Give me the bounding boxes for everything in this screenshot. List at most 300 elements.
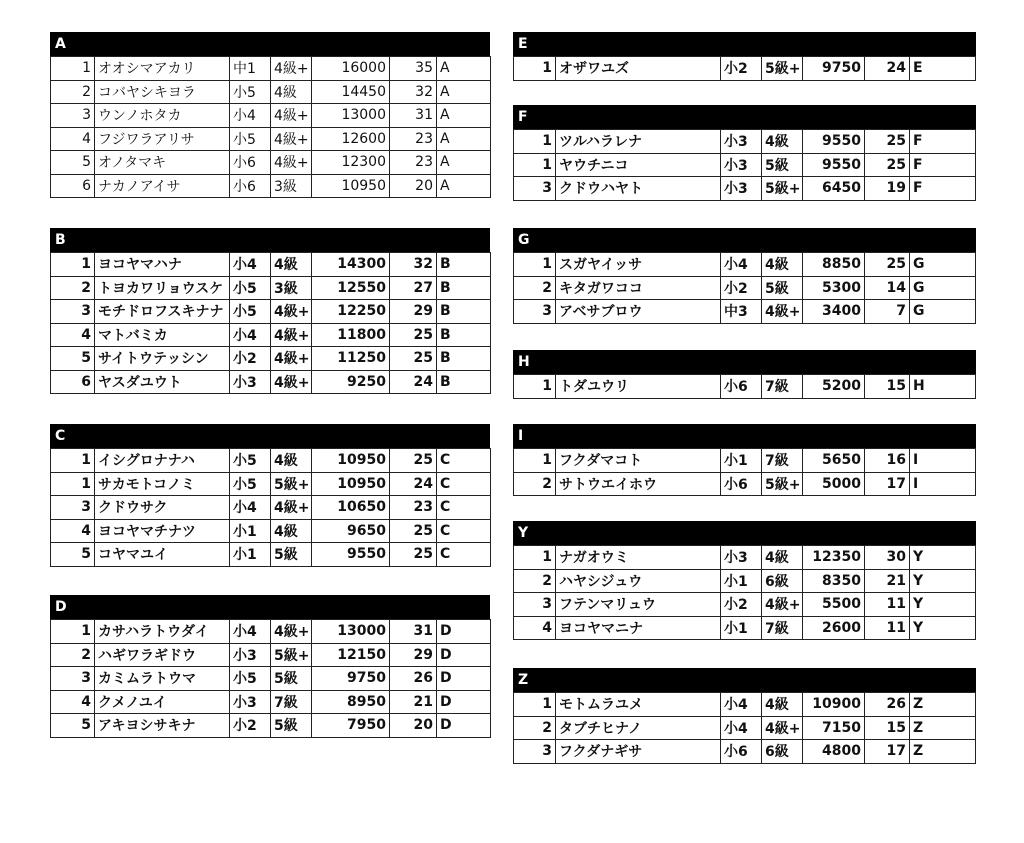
grade-cell: 小4 bbox=[721, 693, 762, 717]
table-row bbox=[514, 740, 976, 764]
group-code-cell: H bbox=[910, 375, 976, 399]
grade-cell: 小3 bbox=[721, 546, 762, 570]
group-code-cell: D bbox=[437, 690, 491, 714]
group-header: E bbox=[513, 32, 976, 56]
name-cell: フジワラアリサ bbox=[95, 127, 230, 151]
rank-cell: 3 bbox=[514, 177, 556, 201]
group-code-cell: G bbox=[910, 300, 976, 324]
score-cell: 10900 bbox=[803, 693, 865, 717]
grade-cell: 小3 bbox=[230, 370, 271, 394]
name-cell: コヤマユイ bbox=[95, 543, 230, 567]
table-row bbox=[51, 714, 491, 738]
name-cell: ナカノアイサ bbox=[95, 174, 230, 198]
table-row bbox=[514, 300, 976, 324]
score-cell: 5650 bbox=[803, 449, 865, 473]
name-cell: ヤウチニコ bbox=[556, 153, 721, 177]
rank-cell: 1 bbox=[514, 546, 556, 570]
grade-cell: 小3 bbox=[230, 643, 271, 667]
group-code-cell: F bbox=[910, 153, 976, 177]
points-cell: 25 bbox=[865, 130, 910, 154]
table-row bbox=[51, 496, 491, 520]
grade-cell: 小5 bbox=[230, 127, 271, 151]
group-code-cell: B bbox=[437, 370, 491, 394]
group-code-cell: A bbox=[437, 127, 491, 151]
grade-cell: 中3 bbox=[721, 300, 762, 324]
grade-cell: 小1 bbox=[721, 449, 762, 473]
group-table bbox=[513, 692, 976, 764]
group-code-cell: I bbox=[910, 472, 976, 496]
level-cell: 5級 bbox=[271, 543, 312, 567]
points-cell: 21 bbox=[390, 690, 437, 714]
rank-cell: 1 bbox=[514, 375, 556, 399]
group-header: I bbox=[513, 424, 976, 448]
name-cell: ハギワラギドウ bbox=[95, 643, 230, 667]
grade-cell: 小5 bbox=[230, 449, 271, 473]
level-cell: 4級 bbox=[271, 253, 312, 277]
group-code-cell: A bbox=[437, 80, 491, 104]
group-code-cell: A bbox=[437, 104, 491, 128]
rank-cell: 2 bbox=[51, 80, 95, 104]
table-row bbox=[51, 127, 491, 151]
grade-cell: 小1 bbox=[230, 519, 271, 543]
rank-cell: 1 bbox=[51, 472, 95, 496]
table-row bbox=[514, 253, 976, 277]
group-code-cell: Y bbox=[910, 569, 976, 593]
group-code-cell: Z bbox=[910, 716, 976, 740]
table-row bbox=[51, 151, 491, 175]
level-cell: 5級+ bbox=[762, 472, 803, 496]
grade-cell: 小3 bbox=[721, 153, 762, 177]
table-row bbox=[514, 716, 976, 740]
group-a bbox=[50, 32, 490, 198]
level-cell: 5級 bbox=[762, 153, 803, 177]
grade-cell: 小4 bbox=[230, 620, 271, 644]
group-code-cell: G bbox=[910, 276, 976, 300]
points-cell: 27 bbox=[390, 276, 437, 300]
group-header: Z bbox=[513, 668, 976, 692]
rank-cell: 3 bbox=[51, 300, 95, 324]
grade-cell: 小3 bbox=[721, 177, 762, 201]
name-cell: ヤスダユウト bbox=[95, 370, 230, 394]
name-cell: トヨカワリョウスケ bbox=[95, 276, 230, 300]
level-cell: 4級 bbox=[271, 449, 312, 473]
group-table bbox=[50, 56, 491, 198]
table-row bbox=[514, 472, 976, 496]
name-cell: トダユウリ bbox=[556, 375, 721, 399]
name-cell: クドウサク bbox=[95, 496, 230, 520]
group-code-cell: B bbox=[437, 347, 491, 371]
score-cell: 11800 bbox=[312, 323, 390, 347]
points-cell: 30 bbox=[865, 546, 910, 570]
group-g bbox=[513, 228, 976, 324]
level-cell: 4級+ bbox=[271, 127, 312, 151]
group-header: D bbox=[50, 595, 490, 619]
score-cell: 5000 bbox=[803, 472, 865, 496]
score-cell: 9250 bbox=[312, 370, 390, 394]
group-code-cell: C bbox=[437, 519, 491, 543]
points-cell: 25 bbox=[390, 543, 437, 567]
group-code-cell: D bbox=[437, 620, 491, 644]
rank-cell: 1 bbox=[514, 130, 556, 154]
score-cell: 12350 bbox=[803, 546, 865, 570]
score-cell: 9550 bbox=[312, 543, 390, 567]
score-cell: 12250 bbox=[312, 300, 390, 324]
group-code-cell: A bbox=[437, 174, 491, 198]
name-cell: ナガオウミ bbox=[556, 546, 721, 570]
grade-cell: 小1 bbox=[230, 543, 271, 567]
level-cell: 4級+ bbox=[762, 300, 803, 324]
group-code-cell: Y bbox=[910, 593, 976, 617]
group-b bbox=[50, 228, 490, 394]
score-cell: 5500 bbox=[803, 593, 865, 617]
points-cell: 25 bbox=[865, 253, 910, 277]
rank-cell: 2 bbox=[51, 276, 95, 300]
name-cell: ヨコヤマハナ bbox=[95, 253, 230, 277]
group-header: F bbox=[513, 105, 976, 129]
score-cell: 5300 bbox=[803, 276, 865, 300]
score-cell: 9550 bbox=[803, 153, 865, 177]
score-cell: 2600 bbox=[803, 616, 865, 640]
rank-cell: 2 bbox=[514, 569, 556, 593]
group-code-cell: A bbox=[437, 57, 491, 81]
grade-cell: 小4 bbox=[721, 716, 762, 740]
grade-cell: 小4 bbox=[230, 496, 271, 520]
table-row bbox=[514, 449, 976, 473]
points-cell: 31 bbox=[390, 104, 437, 128]
score-cell: 8850 bbox=[803, 253, 865, 277]
rank-cell: 1 bbox=[514, 253, 556, 277]
score-cell: 8950 bbox=[312, 690, 390, 714]
table-row bbox=[51, 323, 491, 347]
group-code-cell: C bbox=[437, 543, 491, 567]
points-cell: 25 bbox=[390, 323, 437, 347]
rank-cell: 5 bbox=[51, 714, 95, 738]
grade-cell: 小6 bbox=[721, 375, 762, 399]
level-cell: 5級+ bbox=[271, 472, 312, 496]
level-cell: 5級+ bbox=[271, 643, 312, 667]
group-header: A bbox=[50, 32, 490, 56]
score-cell: 5200 bbox=[803, 375, 865, 399]
level-cell: 5級 bbox=[271, 667, 312, 691]
score-cell: 8350 bbox=[803, 569, 865, 593]
score-cell: 11250 bbox=[312, 347, 390, 371]
table-row bbox=[514, 375, 976, 399]
points-cell: 26 bbox=[865, 693, 910, 717]
group-table bbox=[513, 545, 976, 640]
points-cell: 25 bbox=[390, 519, 437, 543]
points-cell: 32 bbox=[390, 253, 437, 277]
name-cell: ハヤシジュウ bbox=[556, 569, 721, 593]
rank-cell: 1 bbox=[514, 57, 556, 81]
name-cell: フクダナギサ bbox=[556, 740, 721, 764]
grade-cell: 小6 bbox=[230, 151, 271, 175]
level-cell: 6級 bbox=[762, 740, 803, 764]
score-cell: 10650 bbox=[312, 496, 390, 520]
group-header: G bbox=[513, 228, 976, 252]
score-cell: 12550 bbox=[312, 276, 390, 300]
score-cell: 9750 bbox=[312, 667, 390, 691]
level-cell: 4級+ bbox=[762, 593, 803, 617]
rank-cell: 2 bbox=[51, 643, 95, 667]
rank-cell: 3 bbox=[514, 740, 556, 764]
group-e bbox=[513, 32, 976, 81]
name-cell: サトウエイホウ bbox=[556, 472, 721, 496]
points-cell: 32 bbox=[390, 80, 437, 104]
name-cell: タブチヒナノ bbox=[556, 716, 721, 740]
rank-cell: 2 bbox=[514, 276, 556, 300]
score-cell: 4800 bbox=[803, 740, 865, 764]
rank-cell: 5 bbox=[51, 543, 95, 567]
group-header: Y bbox=[513, 521, 976, 545]
group-code-cell: B bbox=[437, 300, 491, 324]
table-row bbox=[51, 543, 491, 567]
name-cell: クドウハヤト bbox=[556, 177, 721, 201]
grade-cell: 小2 bbox=[721, 57, 762, 81]
points-cell: 23 bbox=[390, 127, 437, 151]
rank-cell: 1 bbox=[514, 153, 556, 177]
table-row bbox=[51, 643, 491, 667]
group-table bbox=[513, 56, 976, 81]
score-cell: 7950 bbox=[312, 714, 390, 738]
level-cell: 4級+ bbox=[271, 104, 312, 128]
table-row bbox=[514, 177, 976, 201]
group-code-cell: B bbox=[437, 276, 491, 300]
table-row bbox=[514, 57, 976, 81]
name-cell: イシグロナナハ bbox=[95, 449, 230, 473]
grade-cell: 小5 bbox=[230, 667, 271, 691]
points-cell: 31 bbox=[390, 620, 437, 644]
table-row bbox=[51, 472, 491, 496]
group-c bbox=[50, 424, 490, 567]
table-row bbox=[514, 693, 976, 717]
level-cell: 4級+ bbox=[271, 347, 312, 371]
grade-cell: 小1 bbox=[721, 616, 762, 640]
name-cell: モトムラユメ bbox=[556, 693, 721, 717]
score-cell: 12600 bbox=[312, 127, 390, 151]
name-cell: フクダマコト bbox=[556, 449, 721, 473]
score-cell: 10950 bbox=[312, 472, 390, 496]
table-row bbox=[514, 593, 976, 617]
rank-cell: 4 bbox=[51, 690, 95, 714]
table-row bbox=[51, 667, 491, 691]
points-cell: 35 bbox=[390, 57, 437, 81]
score-cell: 7150 bbox=[803, 716, 865, 740]
level-cell: 4級 bbox=[762, 693, 803, 717]
level-cell: 4級+ bbox=[271, 151, 312, 175]
grade-cell: 小5 bbox=[230, 80, 271, 104]
points-cell: 7 bbox=[865, 300, 910, 324]
rank-cell: 4 bbox=[514, 616, 556, 640]
level-cell: 7級 bbox=[271, 690, 312, 714]
rank-cell: 1 bbox=[51, 253, 95, 277]
score-cell: 16000 bbox=[312, 57, 390, 81]
points-cell: 23 bbox=[390, 151, 437, 175]
points-cell: 17 bbox=[865, 740, 910, 764]
rank-cell: 3 bbox=[514, 300, 556, 324]
level-cell: 4級 bbox=[271, 80, 312, 104]
name-cell: オノタマキ bbox=[95, 151, 230, 175]
grade-cell: 小6 bbox=[721, 472, 762, 496]
score-cell: 9750 bbox=[803, 57, 865, 81]
rank-cell: 1 bbox=[514, 693, 556, 717]
points-cell: 24 bbox=[865, 57, 910, 81]
score-cell: 13000 bbox=[312, 104, 390, 128]
name-cell: キタガワココ bbox=[556, 276, 721, 300]
level-cell: 3級 bbox=[271, 276, 312, 300]
score-cell: 10950 bbox=[312, 449, 390, 473]
table-row bbox=[51, 80, 491, 104]
grade-cell: 小2 bbox=[230, 347, 271, 371]
grade-cell: 小5 bbox=[230, 472, 271, 496]
group-table bbox=[50, 448, 491, 567]
group-h bbox=[513, 350, 976, 399]
group-code-cell: Y bbox=[910, 616, 976, 640]
group-header: B bbox=[50, 228, 490, 252]
score-cell: 12300 bbox=[312, 151, 390, 175]
level-cell: 4級 bbox=[271, 519, 312, 543]
rank-cell: 4 bbox=[51, 519, 95, 543]
grade-cell: 小2 bbox=[721, 593, 762, 617]
rank-cell: 1 bbox=[51, 449, 95, 473]
table-row bbox=[514, 276, 976, 300]
table-row bbox=[51, 370, 491, 394]
group-table bbox=[513, 129, 976, 201]
rank-cell: 1 bbox=[514, 449, 556, 473]
table-row bbox=[514, 153, 976, 177]
points-cell: 29 bbox=[390, 300, 437, 324]
score-cell: 6450 bbox=[803, 177, 865, 201]
name-cell: コバヤシキヨラ bbox=[95, 80, 230, 104]
level-cell: 4級+ bbox=[271, 620, 312, 644]
score-cell: 14450 bbox=[312, 80, 390, 104]
table-row bbox=[51, 276, 491, 300]
level-cell: 5級 bbox=[271, 714, 312, 738]
points-cell: 15 bbox=[865, 375, 910, 399]
points-cell: 11 bbox=[865, 616, 910, 640]
group-z bbox=[513, 668, 976, 764]
level-cell: 4級 bbox=[762, 546, 803, 570]
group-code-cell: I bbox=[910, 449, 976, 473]
group-code-cell: B bbox=[437, 323, 491, 347]
level-cell: 3級 bbox=[271, 174, 312, 198]
table-row bbox=[51, 57, 491, 81]
rank-cell: 2 bbox=[514, 716, 556, 740]
grade-cell: 中1 bbox=[230, 57, 271, 81]
points-cell: 19 bbox=[865, 177, 910, 201]
level-cell: 4級 bbox=[762, 130, 803, 154]
name-cell: サカモトコノミ bbox=[95, 472, 230, 496]
group-table bbox=[50, 252, 491, 394]
grade-cell: 小6 bbox=[721, 740, 762, 764]
points-cell: 16 bbox=[865, 449, 910, 473]
group-f bbox=[513, 105, 976, 201]
group-code-cell: A bbox=[437, 151, 491, 175]
points-cell: 11 bbox=[865, 593, 910, 617]
score-cell: 9550 bbox=[803, 130, 865, 154]
score-cell: 12150 bbox=[312, 643, 390, 667]
points-cell: 17 bbox=[865, 472, 910, 496]
grade-cell: 小2 bbox=[721, 276, 762, 300]
table-row bbox=[51, 253, 491, 277]
level-cell: 5級 bbox=[762, 276, 803, 300]
points-cell: 21 bbox=[865, 569, 910, 593]
level-cell: 5級+ bbox=[762, 177, 803, 201]
name-cell: ヨコヤマニナ bbox=[556, 616, 721, 640]
grade-cell: 小4 bbox=[721, 253, 762, 277]
name-cell: オザワユズ bbox=[556, 57, 721, 81]
score-cell: 3400 bbox=[803, 300, 865, 324]
table-row bbox=[514, 546, 976, 570]
group-code-cell: D bbox=[437, 643, 491, 667]
group-code-cell: D bbox=[437, 714, 491, 738]
rank-cell: 6 bbox=[51, 174, 95, 198]
points-cell: 23 bbox=[390, 496, 437, 520]
grade-cell: 小1 bbox=[721, 569, 762, 593]
score-cell: 10950 bbox=[312, 174, 390, 198]
group-header: H bbox=[513, 350, 976, 374]
level-cell: 5級+ bbox=[762, 57, 803, 81]
group-code-cell: C bbox=[437, 496, 491, 520]
name-cell: ツルハラレナ bbox=[556, 130, 721, 154]
level-cell: 4級+ bbox=[271, 300, 312, 324]
table-row bbox=[51, 449, 491, 473]
group-i bbox=[513, 424, 976, 496]
score-cell: 13000 bbox=[312, 620, 390, 644]
name-cell: アキヨシサキナ bbox=[95, 714, 230, 738]
name-cell: ヨコヤマチナツ bbox=[95, 519, 230, 543]
name-cell: サイトウテッシン bbox=[95, 347, 230, 371]
rank-cell: 6 bbox=[51, 370, 95, 394]
grade-cell: 小5 bbox=[230, 276, 271, 300]
level-cell: 6級 bbox=[762, 569, 803, 593]
table-row bbox=[514, 130, 976, 154]
group-code-cell: E bbox=[910, 57, 976, 81]
points-cell: 25 bbox=[865, 153, 910, 177]
table-row bbox=[51, 519, 491, 543]
group-code-cell: Y bbox=[910, 546, 976, 570]
table-row bbox=[514, 569, 976, 593]
score-cell: 9650 bbox=[312, 519, 390, 543]
points-cell: 29 bbox=[390, 643, 437, 667]
grade-cell: 小5 bbox=[230, 300, 271, 324]
group-code-cell: F bbox=[910, 177, 976, 201]
grade-cell: 小4 bbox=[230, 323, 271, 347]
rank-cell: 5 bbox=[51, 347, 95, 371]
rank-cell: 1 bbox=[51, 57, 95, 81]
name-cell: クメノユイ bbox=[95, 690, 230, 714]
name-cell: ウンノホタカ bbox=[95, 104, 230, 128]
points-cell: 25 bbox=[390, 347, 437, 371]
level-cell: 4級+ bbox=[271, 496, 312, 520]
rank-cell: 4 bbox=[51, 127, 95, 151]
table-row bbox=[51, 174, 491, 198]
group-code-cell: Z bbox=[910, 740, 976, 764]
points-cell: 24 bbox=[390, 472, 437, 496]
name-cell: カサハラトウダイ bbox=[95, 620, 230, 644]
points-cell: 20 bbox=[390, 174, 437, 198]
group-d bbox=[50, 595, 490, 738]
group-table bbox=[513, 374, 976, 399]
rank-cell: 5 bbox=[51, 151, 95, 175]
table-row bbox=[51, 620, 491, 644]
group-code-cell: Z bbox=[910, 693, 976, 717]
name-cell: フテンマリュウ bbox=[556, 593, 721, 617]
group-table bbox=[50, 619, 491, 738]
points-cell: 20 bbox=[390, 714, 437, 738]
score-cell: 14300 bbox=[312, 253, 390, 277]
name-cell: スガヤイッサ bbox=[556, 253, 721, 277]
rank-cell: 3 bbox=[514, 593, 556, 617]
